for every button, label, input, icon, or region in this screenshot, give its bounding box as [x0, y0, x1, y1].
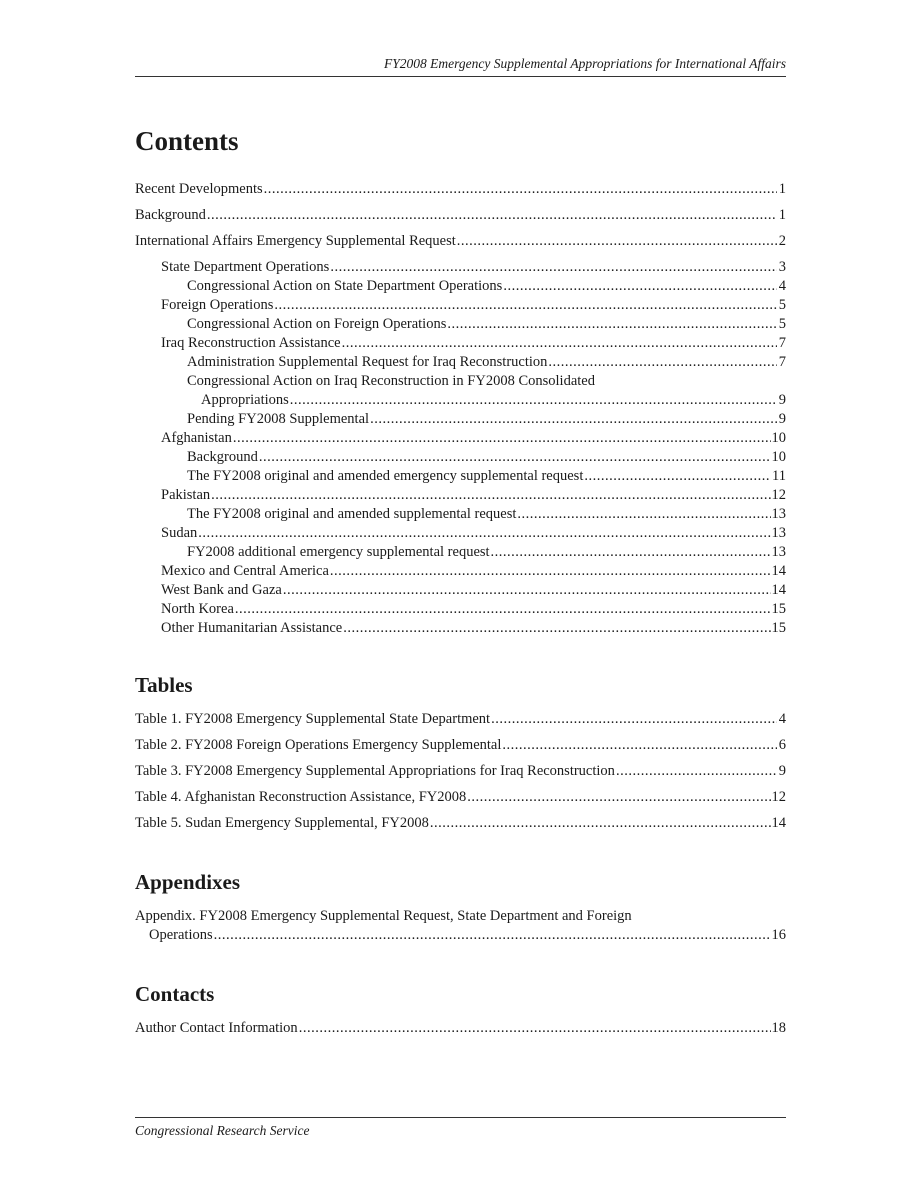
dot-leader [330, 562, 771, 581]
toc-entry-label: Table 2. FY2008 Foreign Operations Emergency Supplemental [135, 737, 502, 753]
toc-entry-page: 2 [778, 233, 786, 249]
contacts-heading: Contacts [135, 982, 215, 1006]
dot-leader [299, 1019, 771, 1038]
toc-entry-label: Table 4. Afghanistan Reconstruction Assistance, FY2008 [135, 789, 467, 805]
toc-entry[interactable] [135, 334, 786, 353]
toc-entry-page: 5 [778, 297, 786, 313]
dot-leader [548, 353, 777, 372]
toc-entry-page: 10 [771, 449, 786, 465]
dot-leader [502, 736, 777, 755]
toc-entry[interactable] [135, 277, 786, 296]
dot-leader [491, 710, 777, 729]
toc-entry[interactable] [135, 524, 786, 543]
toc-entry-label: State Department Operations [161, 259, 330, 275]
toc-entry-label: Afghanistan [161, 430, 232, 446]
toc-entry-label: Recent Developments [135, 181, 263, 197]
dot-leader [517, 505, 770, 524]
toc-entry-label: FY2008 additional emergency supplemental request [187, 544, 490, 560]
dot-leader [343, 619, 770, 638]
toc-entry[interactable] [135, 562, 786, 581]
toc-entry-page: 6 [778, 737, 786, 753]
contacts-list [135, 1019, 786, 1038]
toc-entry[interactable] [135, 467, 786, 486]
toc-entry[interactable] [135, 581, 786, 600]
toc-entry-page: 11 [772, 468, 786, 484]
toc-entry-page: 5 [778, 316, 786, 332]
dot-leader [207, 206, 777, 225]
toc-entry[interactable] [135, 296, 786, 315]
dot-leader [342, 334, 777, 353]
dot-leader [283, 581, 771, 600]
dot-leader [457, 232, 777, 251]
toc-entry-label-cont: Appropriations [201, 392, 289, 408]
dot-leader [214, 926, 771, 945]
toc-entry-label: International Affairs Emergency Supplemental Request [135, 233, 456, 249]
dot-leader [430, 814, 771, 833]
toc-entry[interactable] [135, 258, 786, 277]
toc-entry[interactable] [135, 710, 786, 729]
toc-entry-label: Pakistan [161, 487, 211, 503]
toc-entry-label: Pending FY2008 Supplemental [187, 411, 370, 427]
dot-leader [259, 448, 771, 467]
dot-leader [370, 410, 777, 429]
toc-entry-page: 15 [771, 601, 786, 617]
page-footer: Congressional Research Service [135, 1117, 786, 1139]
toc-entry-label: Table 5. Sudan Emergency Supplemental, FY2008 [135, 815, 429, 831]
toc-entry[interactable] [135, 486, 786, 505]
toc-entry[interactable] [135, 180, 786, 199]
toc-entry-label: West Bank and Gaza [161, 582, 282, 598]
toc-entry[interactable] [135, 429, 786, 448]
toc-entry-label: Congressional Action on Iraq Reconstruction in FY2008 Consolidated [187, 373, 595, 389]
toc-entry[interactable] [135, 736, 786, 755]
toc-entry-continuation [135, 926, 786, 945]
toc-entry[interactable] [135, 206, 786, 225]
toc-entry-label: Sudan [161, 525, 198, 541]
dot-leader [274, 296, 777, 315]
contents-list [135, 180, 786, 638]
toc-entry-label-cont: Operations [149, 927, 213, 943]
dot-leader [491, 543, 771, 562]
toc-entry-page: 4 [778, 711, 786, 727]
toc-entry-label: Congressional Action on State Department Operations [187, 278, 503, 294]
toc-entry[interactable] [135, 543, 786, 562]
toc-entry-page: 1 [778, 181, 786, 197]
toc-entry-page: 14 [771, 563, 786, 579]
toc-entry-page: 9 [778, 392, 786, 408]
toc-entry[interactable] [135, 1019, 786, 1038]
toc-entry[interactable] [135, 353, 786, 372]
toc-entry[interactable] [135, 505, 786, 524]
toc-entry[interactable] [135, 619, 786, 638]
dot-leader [235, 600, 771, 619]
toc-entry-page: 9 [778, 411, 786, 427]
toc-entry-label: Mexico and Central America [161, 563, 329, 579]
toc-entry-label: Congressional Action on Foreign Operations [187, 316, 447, 332]
toc-entry-page: 3 [778, 259, 786, 275]
toc-entry[interactable] [135, 315, 786, 334]
toc-entry[interactable] [135, 788, 786, 807]
dot-leader [447, 315, 777, 334]
toc-entry-label: Iraq Reconstruction Assistance [161, 335, 341, 351]
toc-entry[interactable] [135, 814, 786, 833]
dot-leader [290, 391, 777, 410]
toc-entry-page: 4 [778, 278, 786, 294]
toc-entry[interactable] [135, 448, 786, 467]
toc-content [135, 124, 786, 1038]
toc-entry[interactable] [135, 372, 786, 410]
toc-entry-page: 7 [778, 354, 786, 370]
toc-entry-label: Other Humanitarian Assistance [161, 620, 343, 636]
dot-leader [330, 258, 777, 277]
toc-entry-page: 13 [771, 525, 786, 541]
toc-entry[interactable] [135, 600, 786, 619]
toc-entry-label: Table 3. FY2008 Emergency Supplemental Appropriations for Iraq Reconstruction [135, 763, 615, 779]
toc-entry-page: 14 [771, 582, 786, 598]
dot-leader [233, 429, 771, 448]
appendixes-heading: Appendixes [135, 870, 241, 894]
toc-entry-page: 18 [771, 1020, 786, 1036]
dot-leader [584, 467, 771, 486]
toc-entry[interactable] [135, 410, 786, 429]
tables-heading: Tables [135, 673, 193, 697]
appendixes-list [135, 907, 786, 945]
toc-entry-page: 12 [771, 487, 786, 503]
toc-entry-page: 12 [771, 789, 786, 805]
toc-entry[interactable] [135, 232, 786, 251]
tables-list [135, 710, 786, 833]
toc-entry-label: Appendix. FY2008 Emergency Supplemental Request, State Department and Foreign [135, 908, 632, 924]
toc-entry-label: Background [187, 449, 258, 465]
dot-leader [616, 762, 777, 781]
contents-heading: Contents [135, 126, 239, 156]
toc-entry-label: Administration Supplemental Request for Iraq Reconstruction [187, 354, 548, 370]
toc-entry-page: 13 [771, 544, 786, 560]
toc-entry-label: The FY2008 original and amended emergency supplemental request [187, 468, 584, 484]
toc-entry-page: 10 [771, 430, 786, 446]
toc-entry-continuation [187, 391, 786, 410]
toc-entry-page: 9 [778, 763, 786, 779]
toc-entry-page: 16 [771, 927, 786, 943]
toc-entry-label: Background [135, 207, 206, 223]
toc-entry-label: Table 1. FY2008 Emergency Supplemental State Department [135, 711, 491, 727]
dot-leader [198, 524, 770, 543]
toc-entry-page: 15 [771, 620, 786, 636]
toc-entry-label: Foreign Operations [161, 297, 274, 313]
toc-entry-page: 13 [771, 506, 786, 522]
toc-entry-label: North Korea [161, 601, 234, 617]
dot-leader [467, 788, 770, 807]
toc-entry-page: 1 [778, 207, 786, 223]
toc-entry-page: 14 [771, 815, 786, 831]
toc-entry[interactable] [135, 762, 786, 781]
toc-entry-label: Author Contact Information [135, 1020, 298, 1036]
running-header: FY2008 Emergency Supplemental Appropriations for International Affairs [135, 56, 786, 77]
toc-entry-page: 7 [778, 335, 786, 351]
toc-entry[interactable] [135, 907, 786, 945]
dot-leader [264, 180, 777, 199]
dot-leader [503, 277, 777, 296]
dot-leader [211, 486, 770, 505]
toc-entry-label: The FY2008 original and amended supplemental request [187, 506, 517, 522]
